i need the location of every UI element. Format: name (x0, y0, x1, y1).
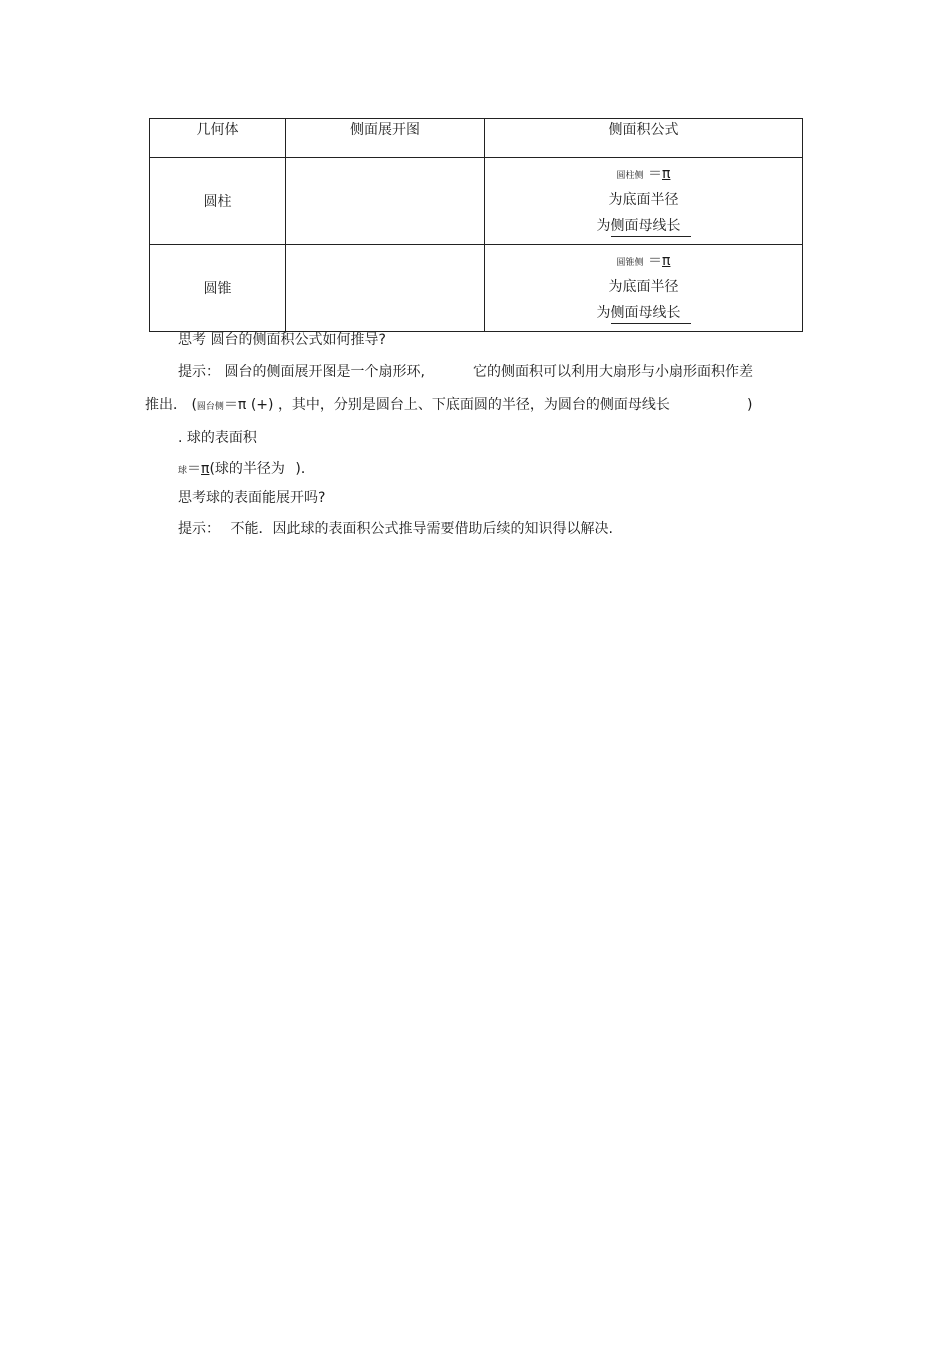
cone-slant-note: 为侧面母线长 (597, 304, 691, 324)
cone-radius-note: 为底面半径 (608, 279, 679, 295)
header-net: 侧面展开图 (286, 119, 485, 158)
cone-formula-cell (485, 245, 803, 332)
cylinder-name: 圆柱 (150, 158, 286, 245)
table-row (150, 245, 803, 332)
header-formula: 侧面积公式 (485, 119, 803, 158)
think-question-2: 思考球的表面能展开吗? (178, 490, 326, 506)
cylinder-formula-cell (485, 158, 803, 245)
sphere-formula: 球＝π(球的半径为 )． (178, 461, 315, 477)
cylinder-radius-note: 为底面半径 (608, 192, 679, 208)
section-heading: . 球的表面积 (178, 430, 257, 446)
hint-1-line-2: 推出． (圆台侧＝π (+) ，其中，分别是圆台上、下底面圆的半径，为圆台的侧面母线长 (145, 397, 670, 413)
hint-2: 提示： 不能．因此球的表面积公式推导需要借助后续的知识得以解决. (178, 521, 613, 537)
table-header-row (150, 119, 803, 158)
hint-1-close-paren: ) (747, 397, 753, 413)
lateral-area-table (149, 118, 803, 332)
cone-formula: 圆锥侧 ＝π (616, 253, 671, 269)
cylinder-net-cell (286, 158, 485, 245)
cylinder-slant-note: 为侧面母线长 (597, 217, 691, 237)
header-solid: 几何体 (150, 119, 286, 158)
cone-net-cell (286, 245, 485, 332)
cylinder-formula: 圆柱侧 ＝π (616, 166, 671, 182)
table-row (150, 158, 803, 245)
hint-1-line-1b: 它的侧面积可以利用大扇形与小扇形面积作差 (473, 364, 753, 380)
cone-name: 圆锥 (150, 245, 286, 332)
frustum-formula: (圆台侧＝π (+) (191, 397, 274, 413)
think-question-1: 思考 圆台的侧面积公式如何推导? (178, 332, 386, 348)
hint-1-line-1: 提示： 圆台的侧面展开图是一个扇形环, (178, 364, 425, 380)
